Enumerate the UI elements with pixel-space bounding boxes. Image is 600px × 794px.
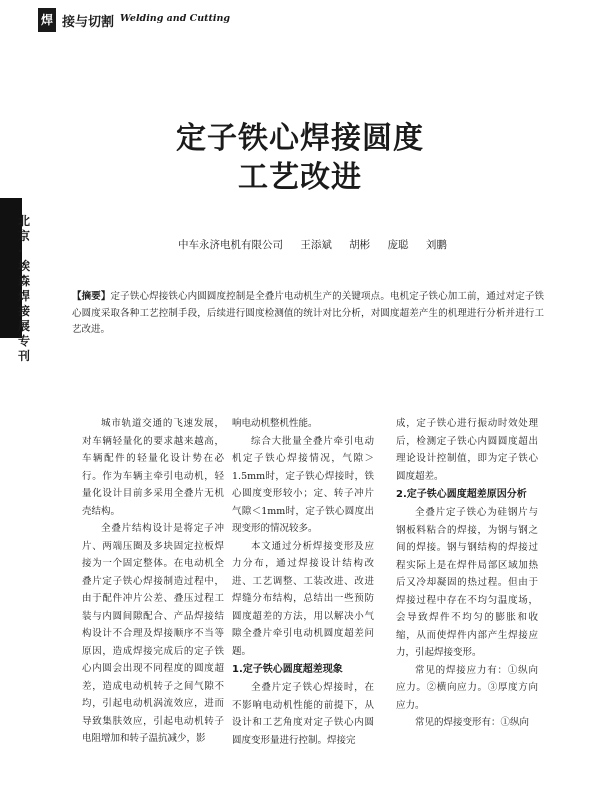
abstract-label: 【摘要】 — [72, 291, 111, 302]
author-org: 中车永济电机有限公司 — [178, 239, 283, 251]
author-name: 胡彬 — [349, 239, 371, 251]
paragraph: 全叠片结构设计是将定子冲片、两端压圈及多块固定拉板焊接为一个固定整体。在电动机全叠片定子铁心焊接制造过程中，由于配件冲片公差、叠压过程工装与内圆间隙配合、产品焊接结构设计不合理及焊接顺序不当等原因，造成焊接完成后的定子铁心内圆会出现不同程度的圆度超差，造成电动机转子之间气隙不均，引起电动机涡流效应，进而导致集肤效应，引起电动机转子电阻增加和转子温抗减少，影 — [82, 523, 224, 744]
paragraph: 本文通过分析焊接变形及应力分布，通过焊接设计结构改进、工艺调整、工装改进、改进焊缝分布结构，总结出一些预防圆度超差的方法，用以解决小气隙全叠片牵引电动机圆度超差问题。 — [232, 540, 374, 657]
abstract — [72, 289, 544, 339]
article-title-line2: 工艺改进 — [238, 160, 362, 195]
page-header — [38, 8, 558, 32]
section-tag: 焊 — [38, 8, 56, 32]
side-label: 北京·埃森焊接展专刊 — [18, 214, 31, 363]
paragraph: 成，定子铁心进行振动时效处理后，检测定子铁心内圆圆度超出理论设计控制值，即为定子铁心圆度超差。 — [396, 418, 538, 482]
paragraph: 常见的焊接变形有：①纵向 — [415, 717, 530, 728]
section-heading-2: 2.定子铁心圆度超差原因分析 — [396, 489, 527, 500]
column-title: 接与切割 — [62, 15, 115, 30]
author-name: 王添斌 — [300, 239, 332, 251]
body-column-2 — [232, 415, 374, 749]
paragraph: 全叠片定子铁心焊接时，在不影响电动机性能的前提下，从设计和工艺角度对定子铁心内圆圆度变形量进行控制。焊接完 — [232, 682, 374, 746]
body-column-3 — [396, 415, 538, 732]
paragraph: 响电动机整机性能。 — [232, 418, 318, 429]
author-name: 刘鹏 — [425, 239, 447, 251]
paragraph: 城市轨道交通的飞速发展，对车辆轻量化的要求越来越高，车辆配件的轻量化设计势在必行。作为车辆主牵引电动机，轻量化设计目前多采用全叠片无机壳结构。 — [82, 418, 224, 517]
author-line — [178, 237, 461, 252]
column-title-english: Welding and Cutting — [120, 13, 231, 24]
body-column-1 — [82, 415, 224, 748]
section-heading-1: 1.定子铁心圆度超差现象 — [232, 664, 343, 675]
article-title-line1: 定子铁心焊接圆度 — [176, 121, 424, 156]
paragraph: 综合大批量全叠片牵引电动机定子铁心焊接情况，气隙＞1.5mm时，定子铁心焊接时，铁心圆度变形较小；定、转子冲片气隙＜1mm时，定子铁心圆度出现变形的情况较多。 — [232, 435, 374, 534]
paragraph: 常见的焊接应力有：①纵向应力。②横向应力。③厚度方向应力。 — [396, 664, 538, 711]
author-name: 庞聪 — [387, 239, 409, 251]
paragraph: 全叠片定子铁心为硅钢片与钢板料粘合的焊接，为钢与钢之间的焊接。钢与钢结构的焊接过程实际上是在焊件局部区域加热后又冷却凝固的热过程。但由于焊接过程中存在不均匀温度场，会导致焊件不均匀的膨胀和收缩，从而使焊件内部产生焊接应力，引起焊接变形。 — [396, 507, 538, 658]
abstract-text: 定子铁心焊接铁心内圆圆度控制是全叠片电动机生产的关键项点。电机定子铁心加工前，通过对定子铁心圆度采取各种工艺控制手段，后续进行圆度检测值的统计对比分析，对圆度超差产生的机理进行分析并进行工艺改进。 — [72, 291, 544, 335]
